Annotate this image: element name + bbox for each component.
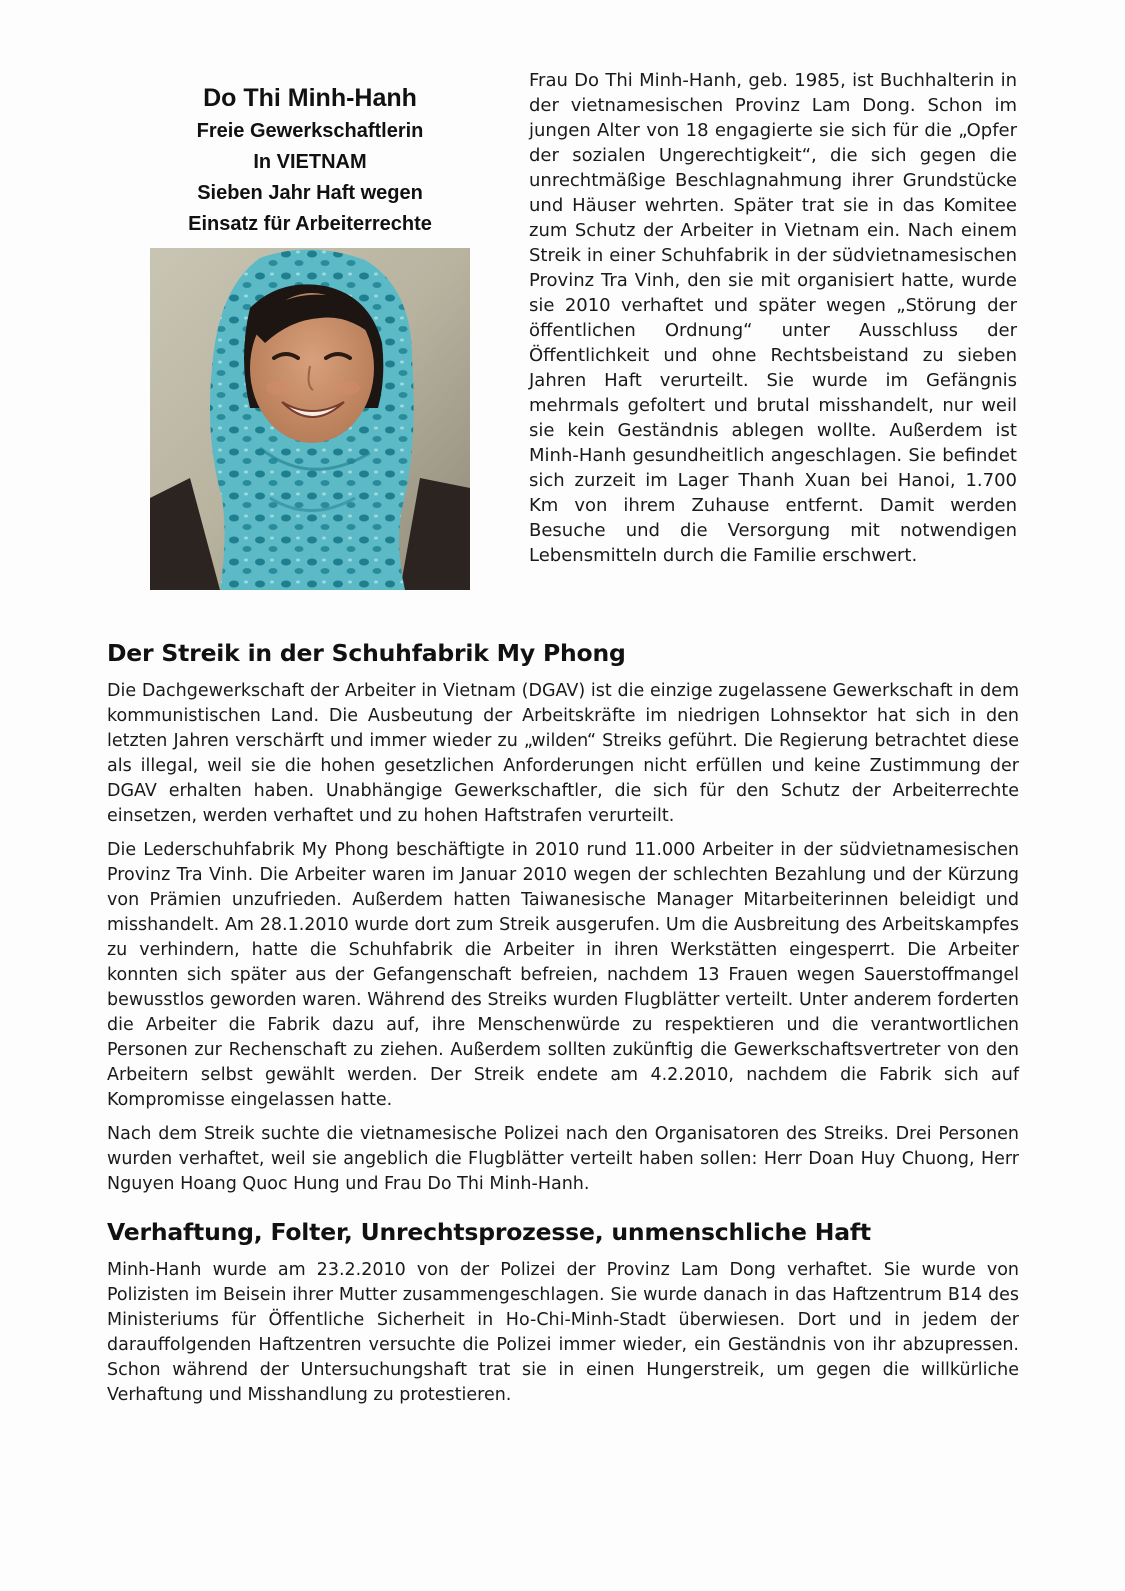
headline-line-2: In VIETNAM [253,151,367,173]
paragraph: Die Dachgewerkschaft der Arbeiter in Vietnam (DGAV) ist die einzige zugelassene Gewerkschaft in dem kommunistischen Land. Die Ausbeutung der Arbeitskräfte im niedrigen Lohnsektor hat sich in den letzten Jahren verschärft und immer wieder zu „wilden“ Streiks geführt. Die Regierung betrachtet diese als illegal, weil sie die hohen gesetzlichen Anforderungen nicht erfüllen und keine Zustimmung der DGAV erhalten haben. Unabhängige Gewerkschaftler, die sich für den Schutz der Arbeiterrechte einsetzen, werden verhaftet und zu hohen Haftstrafen verurteilt. [107,681,1019,826]
portrait-icon [150,248,470,590]
headline-line-1: Freie Gewerkschaftlerin [196,120,424,142]
section-heading: Der Streik in der Schuhfabrik My Phong [107,639,626,667]
section-strike [107,638,1019,1206]
portrait-photo [150,248,470,590]
paragraph: Nach dem Streik suchte die vietnamesische Polizei nach den Organisatoren des Streiks. Drei Personen wurden verhaftet, weil sie angeblich die Flugblätter verteilt haben sollen: Herr Doan Huy Chuong, Herr Nguyen Hoang Quoc Hung und Frau Do Thi Minh-Hanh. [107,1124,1019,1194]
paragraph: Die Lederschuhfabrik My Phong beschäftigte in 2010 rund 11.000 Arbeiter in der südvietnamesischen Provinz Tra Vinh. Die Arbeiter waren im Januar 2010 wegen der schlechten Bezahlung und der Kürzung von Prämien unzufrieden. Außerdem hatten Taiwanesische Manager Mitarbeiterinnen beleidigt und misshandelt. Am 28.1.2010 wurde dort zum Streik ausgerufen. Um die Ausbreitung des Arbeitskampfes zu verhindern, hatte die Schuhfabrik die Arbeiter in ihren Werkstätten eingesperrt. Die Arbeiter konnten sich später aus der Gefangenschaft befreien, nachdem 13 Frauen wegen Sauerstoffmangel bewusstlos geworden waren. Während des Streiks wurden Flugblätter verteilt. Unter anderem forderten die Arbeiter die Fabrik dazu auf, ihre Menschenwürde zu respektieren und die verantwortlichen Personen zur Rechenschaft zu ziehen. Außerdem sollten zukünftig die Gewerkschaftsvertreter von den Arbeitern selbst gewählt werden. Der Streik endete am 4.2.2010, nachdem die Fabrik sich auf Kompromisse eingelassen hatte. [107,840,1019,1110]
profile-headline [140,80,480,240]
headline-line-4: Einsatz für Arbeiterrechte [188,213,432,235]
paragraph: Minh-Hanh wurde am 23.2.2010 von der Polizei der Provinz Lam Dong verhaftet. Sie wurde von Polizisten im Beisein ihrer Mutter zusammengeschlagen. Sie wurde danach in das Haftzentrum B14 des Ministeriums für Öffentliche Sicherheit in Ho-Chi-Minh-Stadt überwiesen. Dort und in jedem der darauffolgenden Haftzentren versuchte die Polizei immer wieder, ein Geständnis von ihr abzupressen. Schon während der Untersuchungshaft trat sie in einen Hungerstreik, um gegen die willkürliche Verhaftung und Misshandlung zu protestieren. [107,1260,1019,1405]
intro-paragraph: Frau Do Thi Minh-Hanh, geb. 1985, ist Buchhalterin in der vietnamesischen Provinz Lam Dong. Schon im jungen Alter von 18 engagierte sie sich für die „Opfer der sozialen Ungerechtigkeit“, die sich gegen die unrechtmäßige Beschlagnahmung ihrer Grundstücke und Häuser wehrten. Später trat sie in das Komitee zum Schutz der Arbeiter in Vietnam ein. Nach einem Streik in einer Schuhfabrik in der südvietnamesischen Provinz Tra Vinh, den sie mit organisiert hatte, wurde sie 2010 verhaftet und später wegen „Störung der öffentlichen Ordnung“ unter Ausschluss der Öffentlichkeit und ohne Rechtsbeistand zu sieben Jahren Haft verurteilt. Sie wurde im Gefängnis mehrmals gefoltert und brutal misshandelt, nur weil sie kein Geständnis ablegen wollte. Außerdem ist Minh-Hanh gesundheitlich angeschlagen. Sie befindet sich zurzeit im Lager Thanh Xuan bei Hanoi, 1.700 Km von ihrem Zuhause entfernt. Damit werden Besuche und die Versorgung mit notwendigen Lebensmitteln durch die Familie erschwert. [529,70,1017,566]
headline-line-3: Sieben Jahr Haft wegen [197,182,423,204]
section-heading: Verhaftung, Folter, Unrechtsprozesse, unmenschliche Haft [107,1218,871,1246]
section-arrest [107,1217,1019,1417]
person-name: Do Thi Minh-Hanh [203,84,417,112]
